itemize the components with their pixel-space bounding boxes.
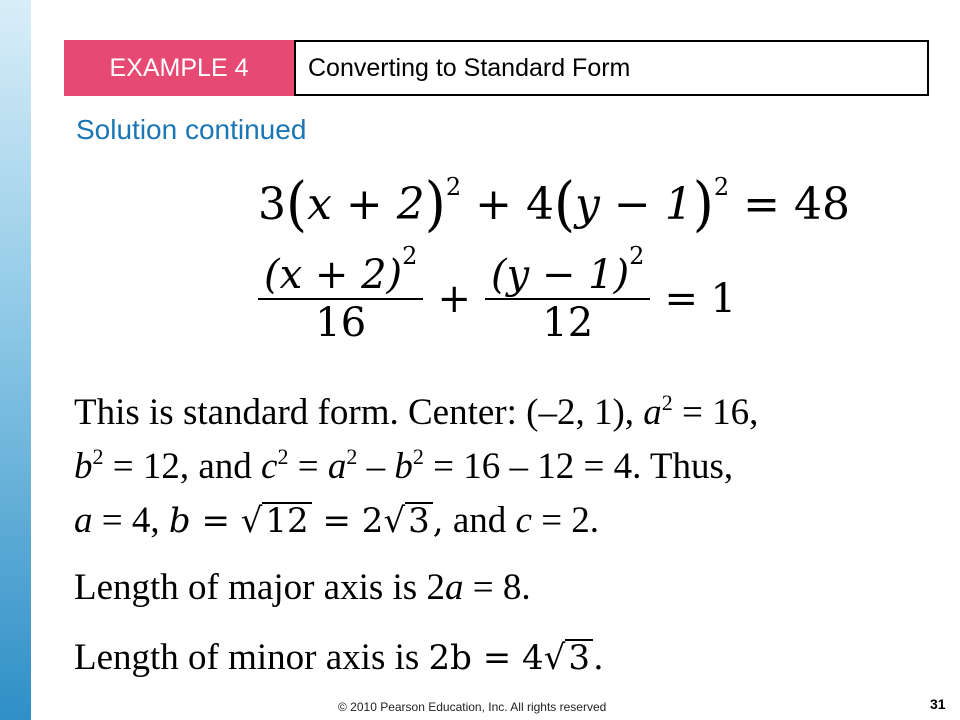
frac1-numerator: (x + 2)	[264, 252, 403, 298]
fraction-x	[258, 242, 423, 346]
frac2-numerator: (y − 1)	[490, 252, 630, 298]
eq1-exp2: 2	[713, 173, 730, 201]
explanation-paragraph	[74, 386, 934, 548]
example-title: Converting to Standard Form	[308, 53, 631, 82]
explanation-line-3: a = 4, b = √12 = 2√3, and c = 2.	[74, 500, 600, 541]
eq1-exp1: 2	[445, 173, 462, 201]
eq1-rhs: = 48	[743, 179, 850, 230]
eq1-group1: x + 2	[307, 179, 425, 230]
frac1-exp: 2	[402, 242, 418, 270]
explanation-line-1: This is standard form. Center: (–2, 1), $a^2 = 16$,	[74, 390, 759, 433]
copyright-footer: © 2010 Pearson Education, Inc. All rights reserved	[338, 700, 607, 714]
equation-expanded: $3(x + 2)^2 + 4(y - 1)^2 = 48$	[258, 168, 850, 239]
eq1-coef1: 3	[258, 179, 286, 230]
minor-axis-expression: 2b = 4√3.	[428, 638, 604, 678]
explanation-line-2: $b^2 = 12$, and $c^2 = a^2 - b^2 = 16 - 12 = 4$. Thus,	[74, 444, 734, 487]
eq1-plus: +	[475, 179, 512, 230]
b-radical-expression: b = √12 = 2√3,	[168, 501, 444, 541]
equation-standard-form	[258, 242, 750, 346]
eq2-rhs: = 1	[664, 276, 737, 322]
frac2-denominator: 12	[542, 300, 594, 346]
page-number: 31	[930, 696, 946, 712]
major-axis-statement: Length of major axis is 2a = 8.	[74, 567, 531, 608]
frac1-denominator: 16	[315, 300, 367, 346]
eq2-plus: +	[437, 276, 471, 322]
fraction-y	[485, 242, 650, 346]
eq1-coef2: 4	[525, 179, 554, 230]
left-accent-bar	[0, 0, 31, 720]
example-header	[64, 40, 929, 96]
frac2-exp: 2	[629, 242, 645, 270]
example-label: EXAMPLE 4	[64, 40, 296, 96]
minor-axis-statement: Length of minor axis is 2b = 4√3.	[74, 637, 604, 678]
eq1-group2: y − 1	[575, 179, 693, 230]
section-subtitle: Solution continued	[76, 114, 307, 145]
